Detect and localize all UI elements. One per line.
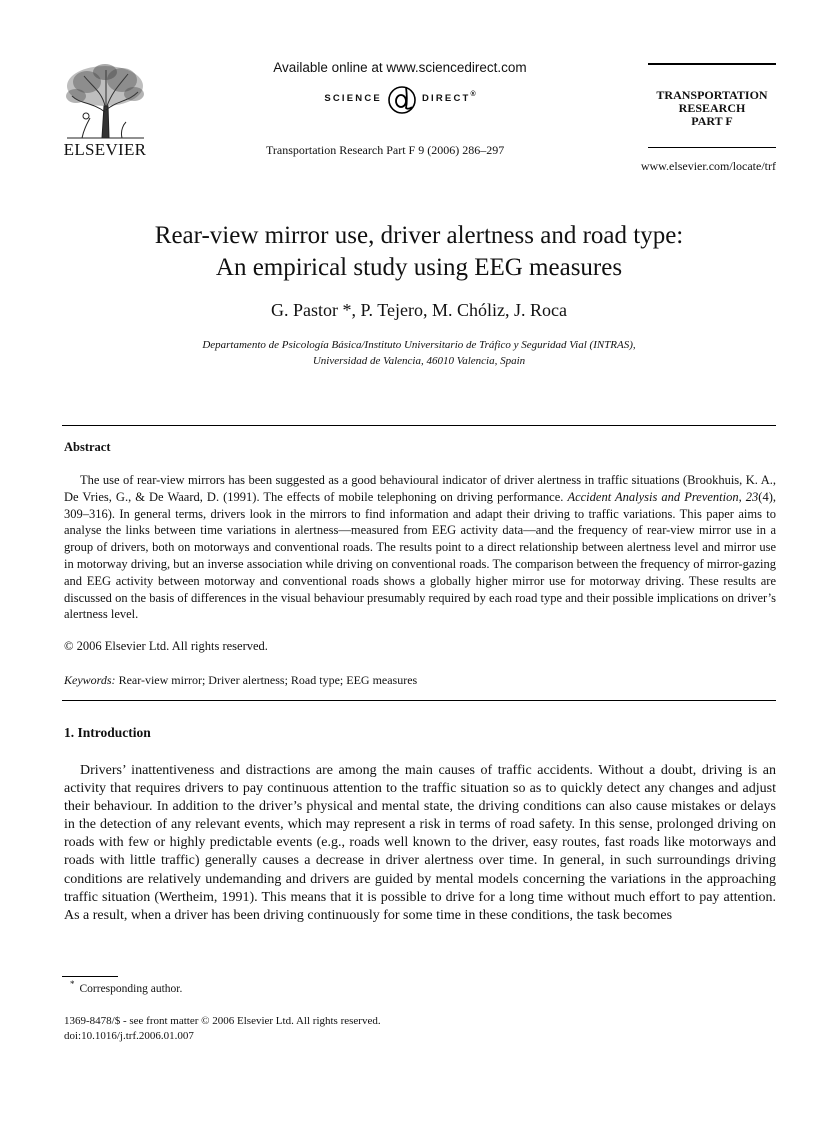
journal-title-line: RESEARCH (678, 101, 746, 115)
journal-url-link[interactable]: www.elsevier.com/locate/trf (640, 159, 776, 173)
abstract-top-rule (62, 425, 776, 426)
article-title-line: Rear-view mirror use, driver alertness and road type: (154, 222, 684, 249)
affiliation (62, 337, 776, 369)
sciencedirect-at-icon (385, 81, 419, 115)
abstract-text-part: (4), 309–316). In general terms, drivers look in the mirrors to find information and adapt their driving to traffic variations. This paper aims to analyse the links between time variations in alertness—measured from EEG activity data—and the frequency of rear-view mirror use in a group of drivers, both on motorways and conventional roads. The results point to a direct relationship between alertness level and mirror use in motorway driving, but an inverse association while driving on conventional roads. The comparison between the frequency of mirror-gazing and EEG activity between motorway and conventional roads shows a globally higher mirror use for motorway driving. These results are discussed on the basis of differences in the visual behaviour presumably required by each road type and their possible implications on driver’s alertness level. (64, 489, 776, 622)
sd-science-word: SCIENCE (324, 92, 382, 104)
sciencedirect-logo (250, 81, 550, 115)
affiliation-line: Universidad de Valencia, 46010 Valencia, Spain (312, 355, 526, 367)
keywords (64, 673, 417, 688)
journal-citation: Transportation Research Part F 9 (2006) 286–297 (266, 143, 505, 157)
footnote-marker: * (70, 979, 75, 989)
keywords-list: Rear-view mirror; Driver alertness; Road type; EEG measures (118, 673, 418, 687)
affiliation-line: Departamento de Psicología Básica/Instituto Universitario de Tráfico y Seguridad Vial (INTRAS), (202, 339, 636, 351)
author-list: G. Pastor *, P. Tejero, M. Chóliz, J. Roca (271, 300, 567, 320)
abstract-heading: Abstract (64, 440, 111, 454)
sd-trademark: ® (470, 90, 476, 98)
section-heading-introduction: 1. Introduction (64, 725, 151, 740)
footnote-rule (62, 976, 118, 977)
journal-title-line: TRANSPORTATION (656, 88, 768, 102)
article-title-line: An empirical study using EEG measures (215, 254, 623, 281)
introduction-text: Drivers’ inattentiveness and distractions are among the main causes of traffic accidents. Without a doubt, driving is an activity that requires drivers to pay continuous attention to the traffic situation so as to quickly detect any changes and adjust their behaviour. In addition to the driver’s physical and mental state, the driving conditions can also cause mistakes or delays in the detection of any relevant events, which may represent a risk in terms of road safety. In this sense, prolonged driving on roads with few or highly predictable events (e.g., roads well known to the driver, easy routes, fast roads like motorways and roads with little traffic) generally causes a decrease in driver alertness over time. In general, in such surroundings driving conditions are relatively undemanding and drivers are guided by mental models concerning the variations in the approaching traffic situation (Wertheim, 1991). This means that it is possible to drive for a long time without much effort to pay attention. As a result, when a driver has been driving continuously for some time in these conditions, the task becomes (64, 763, 776, 923)
sd-direct-word: DIRECT (421, 92, 471, 104)
abstract-bottom-rule (62, 700, 776, 701)
article-title (62, 220, 776, 284)
masthead-bottom-rule (648, 147, 776, 148)
tree-icon (62, 62, 148, 140)
available-online-text[interactable]: Available online at www.sciencedirect.com (273, 60, 527, 75)
journal-title-line: PART F (691, 114, 733, 128)
keywords-label: Keywords: (64, 673, 116, 687)
elsevier-wordmark: ELSEVIER (63, 140, 147, 159)
footnote-text: Corresponding author. (79, 982, 183, 995)
masthead-top-rule (648, 63, 776, 65)
issn-line: 1369-8478/$ - see front matter © 2006 Elsevier Ltd. All rights reserved. (64, 1015, 381, 1027)
abstract-text (64, 472, 776, 623)
journal-masthead (648, 63, 776, 128)
publisher-logo (62, 62, 148, 160)
abstract-journal-ref: Accident Analysis and Prevention, 23 (567, 489, 759, 504)
issn-doi-block (64, 1014, 381, 1044)
abstract-copyright: © 2006 Elsevier Ltd. All rights reserved. (64, 639, 268, 653)
footnote-corresponding (70, 979, 182, 995)
online-availability (250, 60, 550, 115)
abstract-text-part: The use of rear-view mirrors has been suggested as a good behavioural indicator of driver alertness in traffic situations (Brookhuis, K. A., De Vries, G., & De Waard, D. (1991). The effects of mobile telephoning on driving performance. (64, 473, 776, 504)
journal-title (648, 89, 776, 128)
doi-line[interactable]: doi:10.1016/j.trf.2006.01.007 (64, 1030, 194, 1042)
